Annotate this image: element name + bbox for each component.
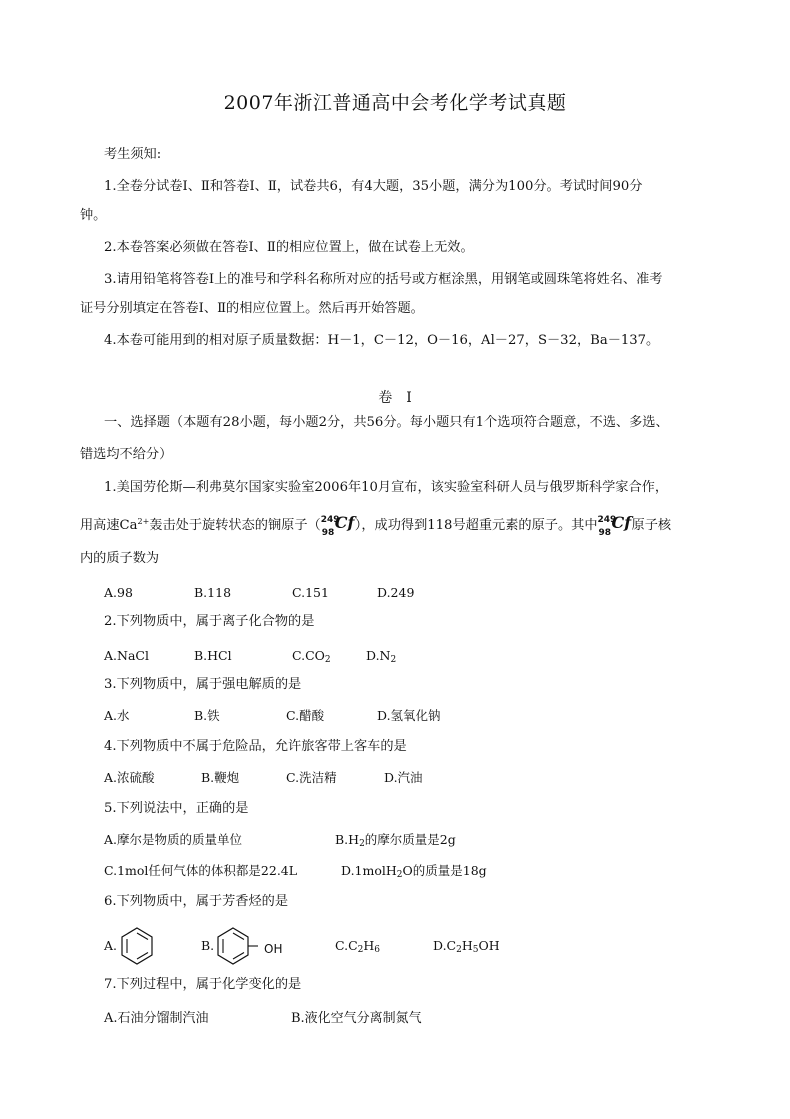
californium-nuclide-symbol-2: [597, 513, 632, 538]
q6-option-d-mid: H: [461, 938, 473, 953]
q1-stem-2: [80, 513, 672, 538]
nuclide-mass-number: 249: [320, 515, 340, 525]
q6-stem: 6.下列物质中，属于芳香烃的是: [104, 894, 289, 909]
q6-option-c-sub2: 6: [374, 945, 381, 955]
q7-option-b: B.液化空气分离制氮气: [291, 1011, 422, 1026]
q1-option-b: B.118: [194, 585, 232, 600]
q7-option-a: A.石油分馏制汽油: [104, 1011, 209, 1026]
q6-option-d: [433, 937, 500, 955]
nuclide-atomic-number: 98: [321, 528, 335, 538]
notice-item-3a: 3.请用铅笔将答卷Ⅰ上的准号和学科名称所对应的括号或方框涂黑，用钢笔或圆珠笔将姓名、准考: [104, 272, 663, 287]
benzene-ring-icon: [119, 926, 155, 966]
q2-option-d-sub: 2: [390, 655, 397, 665]
q3-option-d: D.氢氧化钠: [377, 708, 441, 723]
q1-option-c: C.151: [292, 585, 329, 600]
q2-stem: 2.下列物质中，属于离子化合物的是: [104, 614, 315, 629]
q6-option-d-pre: D.C: [433, 938, 457, 953]
q4-option-b: B.鞭炮: [201, 770, 240, 785]
page-title: 2007年浙江普通高中会考化学考试真题: [223, 92, 567, 114]
q5-stem: 5.下列说法中，正确的是: [104, 801, 249, 816]
phenol-ring-icon: [215, 926, 259, 966]
q6-option-b-hydroxyl: OH: [264, 942, 283, 956]
q1-stem-3: 内的质子数为: [80, 551, 160, 566]
q4-stem: 4.下列物质中不属于危险品，允许旅客带上客车的是: [104, 739, 407, 754]
q2-option-c: [292, 647, 331, 665]
part1-instructions-a: 一、选择题（本题有28小题，每小题2分，共56分。每小题只有1个选项符合题意，不选、多选、: [104, 415, 669, 430]
q3-option-c: C.醋酸: [286, 708, 325, 723]
q2-option-d: [366, 647, 396, 665]
section-heading: 卷 Ⅰ: [378, 390, 412, 406]
notice-item-2: 2.本卷答案必须做在答卷Ⅰ、Ⅱ的相应位置上，做在试卷上无效。: [104, 240, 474, 255]
q5-option-d: [341, 862, 487, 880]
q2-option-b: B.HCl: [194, 648, 232, 663]
q5-option-b-pre: B.H: [335, 832, 360, 847]
q1-stem-2-mid: 轰击处于旋转状态的锎原子（: [149, 518, 321, 533]
q1-option-d: D.249: [377, 585, 415, 600]
q6-option-c-sub1: 2: [357, 945, 364, 955]
q6-option-d-sub1: 2: [456, 945, 462, 955]
q6-option-a-label: A.: [104, 938, 118, 953]
q3-option-a: A.水: [104, 708, 130, 723]
ca-ion-charge: 2+: [137, 517, 150, 526]
q4-option-c: C.洗洁精: [286, 770, 337, 785]
q1-stem-1: 1.美国劳伦斯—利弗莫尔国家实验室2006年10月宣布，该实验室科研人员与俄罗斯科学家合作，: [104, 480, 669, 495]
nuclide-mass-number-2: 249: [597, 515, 617, 525]
q3-stem: 3.下列物质中，属于强电解质的是: [104, 677, 302, 692]
q2-option-a: A.NaCl: [104, 648, 149, 663]
q6-option-d-sub2: 5: [472, 945, 479, 955]
notice-item-4: 4.本卷可能用到的相对原子质量数据：H－1，C－12，O－16，Al－27，S－32，Ba－137。: [104, 333, 660, 348]
q5-option-d-sub: 2: [396, 870, 403, 880]
q2-option-c-text: C.CO: [292, 648, 325, 663]
q7-stem: 7.下列过程中，属于化学变化的是: [104, 977, 302, 992]
q6-option-c-mid: H: [363, 938, 375, 953]
q5-option-d-pre: D.1molH: [341, 863, 397, 878]
q5-option-b-sub: 2: [359, 839, 365, 849]
q1-stem-2-pre: 用高速Ca: [80, 518, 138, 533]
q5-option-d-post: O的质量是18g: [402, 863, 487, 878]
q1-option-a: A.98: [104, 585, 133, 600]
notice-item-1a: 1.全卷分试卷Ⅰ、Ⅱ和答卷Ⅰ、Ⅱ，试卷共6，有4大题，35小题，满分为100分。考试时间90分: [104, 179, 643, 194]
notice-heading: 考生须知:: [104, 147, 162, 162]
notice-item-1b: 钟。: [80, 208, 107, 223]
q5-option-c: C.1mol任何气体的体积都是22.4L: [104, 863, 298, 878]
q5-option-b-post: 的摩尔质量是2g: [364, 832, 456, 847]
q1-stem-2-post: ），成功得到118号超重元素的原子。其中: [354, 518, 598, 533]
part1-instructions-b: 错选均不给分）: [80, 447, 173, 462]
nuclide-element-symbol: Cf: [334, 513, 355, 532]
q2-option-d-text: D.N: [366, 648, 391, 663]
q1-stem-2-end: 原子核: [631, 518, 672, 533]
q5-option-a: A.摩尔是物质的质量单位: [104, 832, 243, 847]
q2-option-c-sub: 2: [324, 655, 331, 665]
californium-nuclide-symbol: [320, 513, 355, 538]
q4-option-a: A.浓硫酸: [104, 770, 155, 785]
q4-option-d: D.汽油: [384, 770, 423, 785]
notice-item-3b: 证号分别填定在答卷Ⅰ、Ⅱ的相应位置上。然后再开始答题。: [80, 301, 424, 316]
q6-option-d-post: OH: [478, 938, 500, 953]
q6-option-b-label: B.: [201, 938, 215, 953]
nuclide-atomic-number-2: 98: [598, 528, 612, 538]
q6-option-c-pre: C.C: [335, 938, 358, 953]
q3-option-b: B.铁: [194, 708, 220, 723]
nuclide-element-symbol-2: Cf: [611, 513, 632, 532]
q6-option-c: [335, 937, 380, 955]
q5-option-b: [335, 831, 456, 849]
